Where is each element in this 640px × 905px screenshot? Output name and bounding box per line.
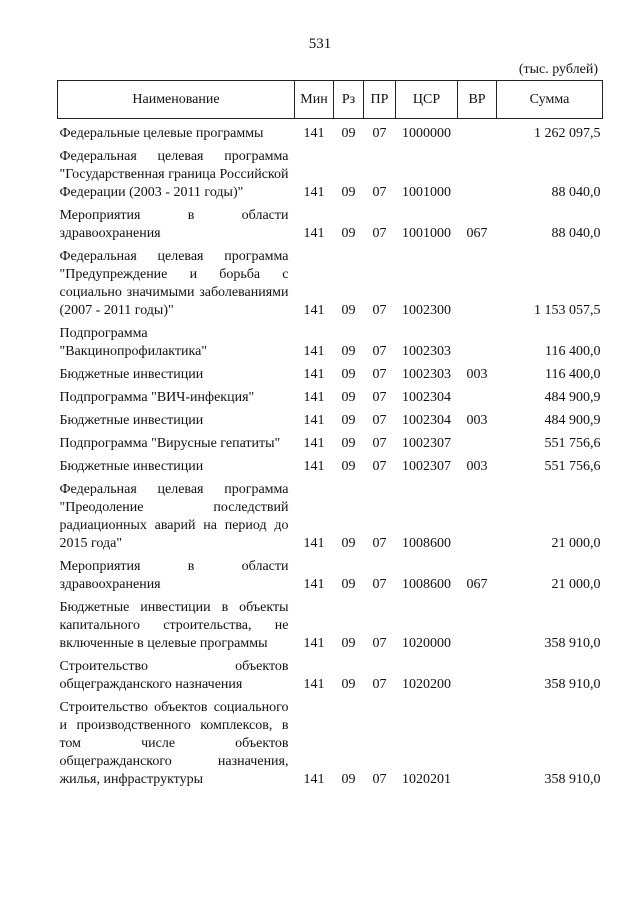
row-csr: 1000000 (402, 126, 451, 141)
row-pr: 07 (372, 126, 387, 141)
row-name: Мероприятия в области здравоохранения (59, 559, 289, 592)
row-sum: 21 000,0 (551, 536, 601, 551)
row-rz: 09 (341, 772, 356, 787)
row-pr: 07 (372, 390, 387, 405)
row-rz: 09 (341, 367, 356, 382)
row-rz: 09 (341, 636, 356, 651)
row-name: Подпрограмма "ВИЧ-инфекция" (59, 390, 255, 405)
row-vr: 003 (466, 413, 488, 428)
row-vr: 003 (466, 367, 488, 382)
row-csr: 1001000 (402, 185, 451, 200)
row-csr: 1020200 (402, 677, 451, 692)
row-min: 141 (303, 636, 325, 651)
table-row (58, 361, 603, 384)
row-name: Бюджетные инвестиции (59, 459, 204, 474)
row-name: Подпрограмма "Вакцинопрофилактика" (59, 326, 208, 359)
row-min: 141 (303, 185, 325, 200)
table-row (58, 320, 603, 361)
row-min: 141 (303, 436, 325, 451)
row-rz: 09 (341, 413, 356, 428)
row-rz: 09 (341, 344, 356, 359)
table-header-row (58, 81, 603, 119)
row-pr: 07 (372, 226, 387, 241)
row-csr: 1001000 (402, 226, 451, 241)
row-min: 141 (303, 344, 325, 359)
row-min: 141 (303, 459, 325, 474)
row-name: Федеральная целевая программа "Предупреждение и борьба с социально значимыми заболеваниями (2007 - 2011 годы)" (59, 249, 289, 318)
row-rz: 09 (341, 459, 356, 474)
row-name: Бюджетные инвестиции (59, 367, 204, 382)
table-row (58, 243, 603, 320)
row-pr: 07 (372, 536, 387, 551)
row-rz: 09 (341, 226, 356, 241)
table-row (58, 119, 603, 144)
row-pr: 07 (372, 677, 387, 692)
col-header-name: Наименование (58, 81, 295, 119)
row-name: Бюджетные инвестиции (59, 413, 204, 428)
row-vr (458, 119, 497, 144)
row-pr: 07 (372, 636, 387, 651)
row-min: 141 (303, 303, 325, 318)
row-rz: 09 (341, 303, 356, 318)
row-vr (458, 694, 497, 789)
row-pr: 07 (372, 459, 387, 474)
row-sum: 88 040,0 (551, 185, 601, 200)
row-sum: 358 910,0 (544, 677, 601, 692)
row-rz: 09 (341, 536, 356, 551)
row-sum: 358 910,0 (544, 772, 601, 787)
col-header-min: Мин (295, 81, 334, 119)
table-row (58, 430, 603, 453)
row-rz: 09 (341, 390, 356, 405)
table-row (58, 407, 603, 430)
row-vr (458, 653, 497, 694)
col-header-csr: ЦСР (396, 81, 458, 119)
row-pr: 07 (372, 436, 387, 451)
row-name: Федеральные целевые программы (59, 126, 264, 141)
row-sum: 1 153 057,5 (534, 303, 601, 318)
row-csr: 1020000 (402, 636, 451, 651)
row-csr: 1002303 (402, 344, 451, 359)
row-min: 141 (303, 772, 325, 787)
row-min: 141 (303, 577, 325, 592)
row-min: 141 (303, 413, 325, 428)
row-csr: 1002304 (402, 413, 451, 428)
row-sum: 358 910,0 (544, 636, 601, 651)
row-sum: 21 000,0 (551, 577, 601, 592)
row-vr (458, 143, 497, 202)
row-name: Строительство объектов общегражданского назначения (59, 659, 289, 692)
row-min: 141 (303, 536, 325, 551)
row-vr (458, 384, 497, 407)
row-name: Федеральная целевая программа "Преодоление последствий радиационных аварий на период до 2015 года" (59, 482, 289, 551)
row-sum: 88 040,0 (551, 226, 601, 241)
col-header-sum: Сумма (497, 81, 603, 119)
table-row (58, 694, 603, 789)
row-csr: 1002304 (402, 390, 451, 405)
row-min: 141 (303, 390, 325, 405)
row-csr: 1002307 (402, 459, 451, 474)
budget-table (57, 80, 603, 789)
row-sum: 116 400,0 (545, 344, 601, 359)
row-sum: 484 900,9 (544, 390, 601, 405)
row-pr: 07 (372, 303, 387, 318)
row-vr (458, 320, 497, 361)
row-pr: 07 (372, 185, 387, 200)
row-pr: 07 (372, 344, 387, 359)
row-csr: 1008600 (402, 536, 451, 551)
row-csr: 1002300 (402, 303, 451, 318)
col-header-vr: ВР (458, 81, 497, 119)
row-name: Мероприятия в области здравоохранения (59, 208, 289, 241)
row-pr: 07 (372, 577, 387, 592)
row-csr: 1002307 (402, 436, 451, 451)
col-header-pr: ПР (364, 81, 396, 119)
row-csr: 1002303 (402, 367, 451, 382)
row-name: Бюджетные инвестиции в объекты капитального строительства, не включенные в целевые программы (59, 600, 289, 651)
row-rz: 09 (341, 436, 356, 451)
table-row (58, 594, 603, 653)
row-vr: 003 (466, 459, 488, 474)
row-rz: 09 (341, 126, 356, 141)
row-min: 141 (303, 677, 325, 692)
row-csr: 1008600 (402, 577, 451, 592)
row-vr (458, 476, 497, 553)
page-number: 531 (308, 36, 332, 52)
row-sum: 484 900,9 (544, 413, 601, 428)
row-rz: 09 (341, 577, 356, 592)
row-vr (458, 430, 497, 453)
table-body (58, 119, 603, 790)
row-pr: 07 (372, 772, 387, 787)
row-sum: 551 756,6 (544, 436, 601, 451)
row-vr (458, 243, 497, 320)
table-row (58, 202, 603, 243)
table-row (58, 653, 603, 694)
row-pr: 07 (372, 367, 387, 382)
table-row (58, 553, 603, 594)
row-rz: 09 (341, 677, 356, 692)
row-min: 141 (303, 126, 325, 141)
table-row (58, 453, 603, 476)
table-row (58, 384, 603, 407)
row-sum: 551 756,6 (544, 459, 601, 474)
row-csr: 1020201 (402, 772, 451, 787)
row-vr: 067 (466, 226, 488, 241)
row-min: 141 (303, 367, 325, 382)
row-min: 141 (303, 226, 325, 241)
units-label: (тыс. рублей) (518, 62, 598, 77)
row-vr (458, 594, 497, 653)
row-sum: 1 262 097,5 (534, 126, 601, 141)
col-header-rz: Рз (334, 81, 364, 119)
row-name: Подпрограмма "Вирусные гепатиты" (59, 436, 281, 451)
row-sum: 116 400,0 (545, 367, 601, 382)
row-name: Строительство объектов социального и производственного комплексов, в том числе объектов общегражданского назначения, жилья, инфраструктуры (59, 700, 289, 787)
row-pr: 07 (372, 413, 387, 428)
table-row (58, 143, 603, 202)
row-name: Федеральная целевая программа "Государственная граница Российской Федерации (2003 - 2011 годы)" (59, 149, 289, 200)
row-rz: 09 (341, 185, 356, 200)
table-row (58, 476, 603, 553)
row-vr: 067 (466, 577, 488, 592)
